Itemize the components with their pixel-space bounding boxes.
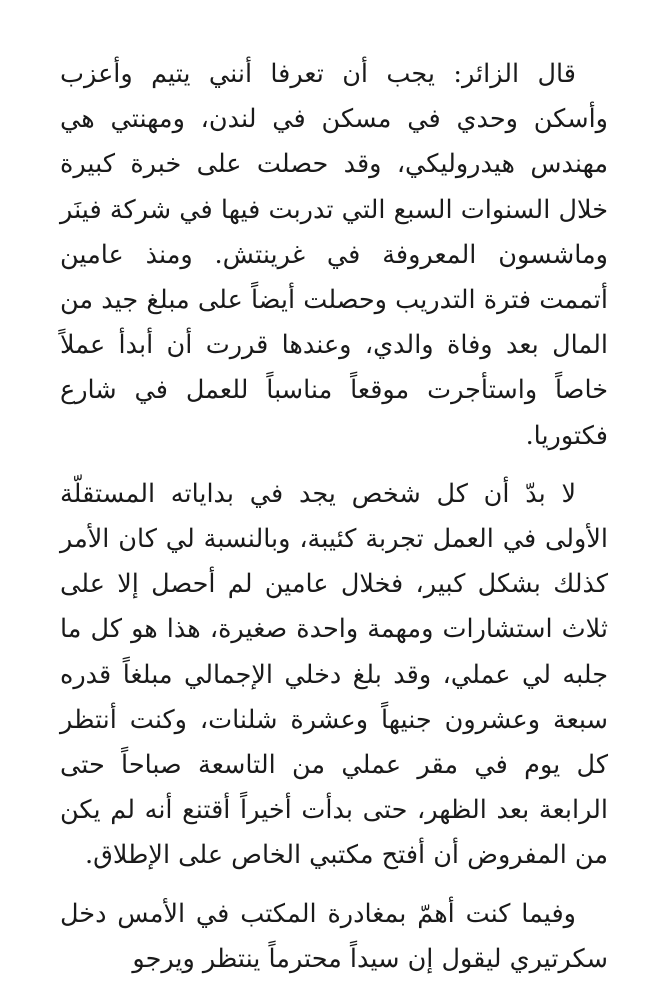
document-page [60, 52, 608, 982]
paragraph: وفيما كنت أهمّ بمغادرة المكتب في الأمس دخل سكرتيري ليقول إن سيداً محترماً ينتظر ويرجو [60, 898, 608, 974]
paragraph: قال الزائر: يجب أن تعرفا أنني يتيم وأعزب وأسكن وحدي في مسكن في لندن، ومهنتي هي مهندس هيدروليكي، وقد حصلت على خبرة كبيرة خلال السنوات السبع التي تدربت فيها في شركة فينَر وماشسون المعروفة في غرينتش. ومنذ عامين أتممت فترة التدريب وحصلت أيضاً على مبلغ جيد من المال بعد وفاة والدي، وعندها قررت أن أبدأ عملاً خاصاً واستأجرت موقعاً مناسباً للعمل في شارع فكتوريا. [60, 59, 608, 451]
paragraph: لا بدّ أن كل شخص يجد في بداياته المستقلّة الأولى في العمل تجربة كئيبة، وبالنسبة لي كان الأمر كذلك بشكل كبير، فخلال عامين لم أحصل إلا على ثلاث استشارات ومهمة واحدة صغيرة، هذا هو كل ما جلبه لي عملي، وقد بلغ دخلي الإجمالي مبلغاً قدره سبعة وعشرون جنيهاً وعشرة شلنات، وكنت أنتظر كل يوم في مقر عملي من التاسعة صباحاً حتى الرابعة بعد الظهر، حتى بدأت أخيراً أقتنع أنه لم يكن من المفروض أن أفتح مكتبي الخاص على الإطلاق. [60, 478, 608, 871]
